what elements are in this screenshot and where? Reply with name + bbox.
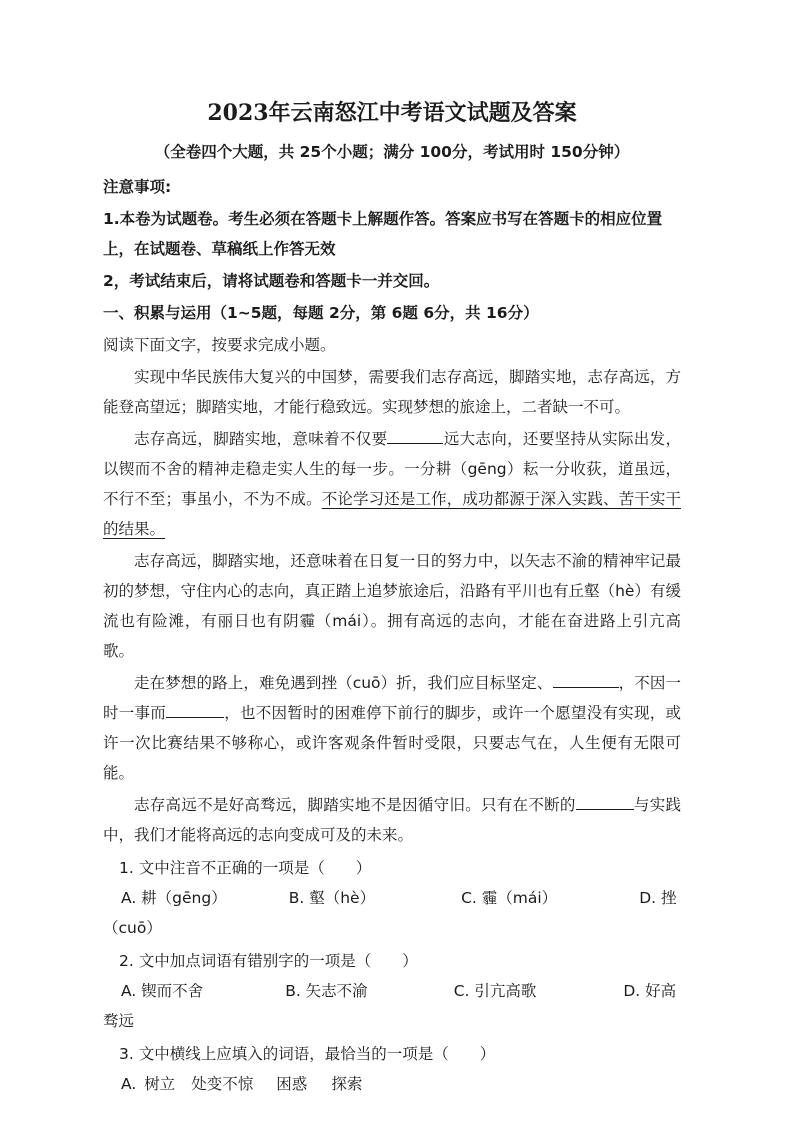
fill-in-blank [387,428,443,444]
passage-paragraph: 走在梦想的路上，难免遇到挫（cuō）折，我们应目标坚定、 ，不因一时一事而 ，也不因暂时的困难停下前行的脚步，或许一个愿望没有实现，或许一次比赛结果不够称心，或许客观条件暂时受限，只要志气在，人生便有无限可能。 [103,674,681,782]
passage-paragraph: 志存高远，脚踏实地，还意味着在日复一日的努力中，以矢志不渝的精神牢记最初的梦想，守住内心的志向，真正踏上追梦旅途后，沿路有平川也有丘壑（hè）有缓流也有险滩，有丽日也有阴霾（mái）。拥有高远的志向，才能在奋进路上引亢高歌。 [103,552,681,660]
notice-item-1: 1.本卷为试题卷。考生必须在答题卡上解题作答。答案应书写在答题卡的相应位置上，在试题卷、草稿纸上作答无效 [103,210,663,258]
question-2-stem: 2. 文中加点词语有错别字的一项是（ ） [119,952,418,970]
passage-paragraph: 实现中华民族伟大复兴的中国梦，需要我们志存高远，脚踏实地，志存高远，方能登高望远；脚踏实地，才能行稳致远。实现梦想的旅途上，二者缺一不可。 [103,368,681,416]
question-2-option-b: B. 矢志不渝 [285,982,368,1000]
fill-in-blank [553,672,619,688]
question-2-option-a: A. 锲而不舍 [121,982,204,1000]
question-2-option-d: D. 好高骛远 [103,982,677,1030]
passage [103,362,681,850]
question-1-option-a: A. 耕（gēng） [121,889,227,907]
passage-paragraph: 志存高远，脚踏实地，意味着不仅要 远大志向，还要坚持从实际出发，以锲而不舍的精神走稳走实人生的每一步。一分耕（gēng）耘一分收荻，道虽远，不行不至；事虽小，不为不成。不论学习还是工作，成功都源于深入实践、苦干实干的结果。 [103,430,681,538]
question-3-options [103,1069,681,1099]
question-2 [103,946,681,1036]
notice-heading: 注意事项: [103,178,172,196]
question-1-options [103,883,681,943]
question-3-choice-3: 困惑 [276,1075,308,1093]
question-1-stem: 1. 文中注音不正确的一项是（ ） [119,859,372,877]
question-2-option-c: C. 引亢高歌 [453,982,537,1000]
reading-prompt: 阅读下面文字，按要求完成小题。 [103,336,336,354]
question-1-option-c: C. 霾（mái） [461,889,558,907]
question-3 [103,1039,681,1099]
question-3-choice-4: 探索 [331,1075,363,1093]
question-1-option-d: D. 挫（cuō） [103,889,677,937]
question-3-choice-1: 树立 [144,1075,176,1093]
question-3-option-label: A. [121,1075,137,1093]
question-1 [103,853,681,943]
notice-item-2: 2，考试结束后，请将试题卷和答题卡一并交回。 [103,272,440,290]
exam-subtitle: （全卷四个大题，共 25个小题；满分 100分，考试用时 150分钟） [154,143,630,161]
question-1-option-b: B. 壑（hè） [288,889,376,907]
fill-in-blank [166,702,224,718]
question-3-choice-2: 处变不惊 [191,1075,254,1093]
passage-paragraph: 志存高远不是好高骛远，脚踏实地不是因循守旧。只有在不断的 与实践中，我们才能将高远的志向变成可及的未来。 [103,796,681,844]
question-3-stem: 3. 文中横线上应填入的词语，最恰当的一项是（ ） [119,1045,496,1063]
question-2-options [103,976,681,1036]
page-title: 2023年云南怒江中考语文试题及答案 [207,100,577,126]
underlined-sentence: 不论学习还是工作，成功都源于深入实践、苦干实干的结果。 [103,490,681,538]
section-heading: 一、积累与运用（1~5题，每题 2分，第 6题 6分，共 16分） [103,304,539,322]
exam-content [103,96,681,1099]
fill-in-blank [576,794,634,810]
